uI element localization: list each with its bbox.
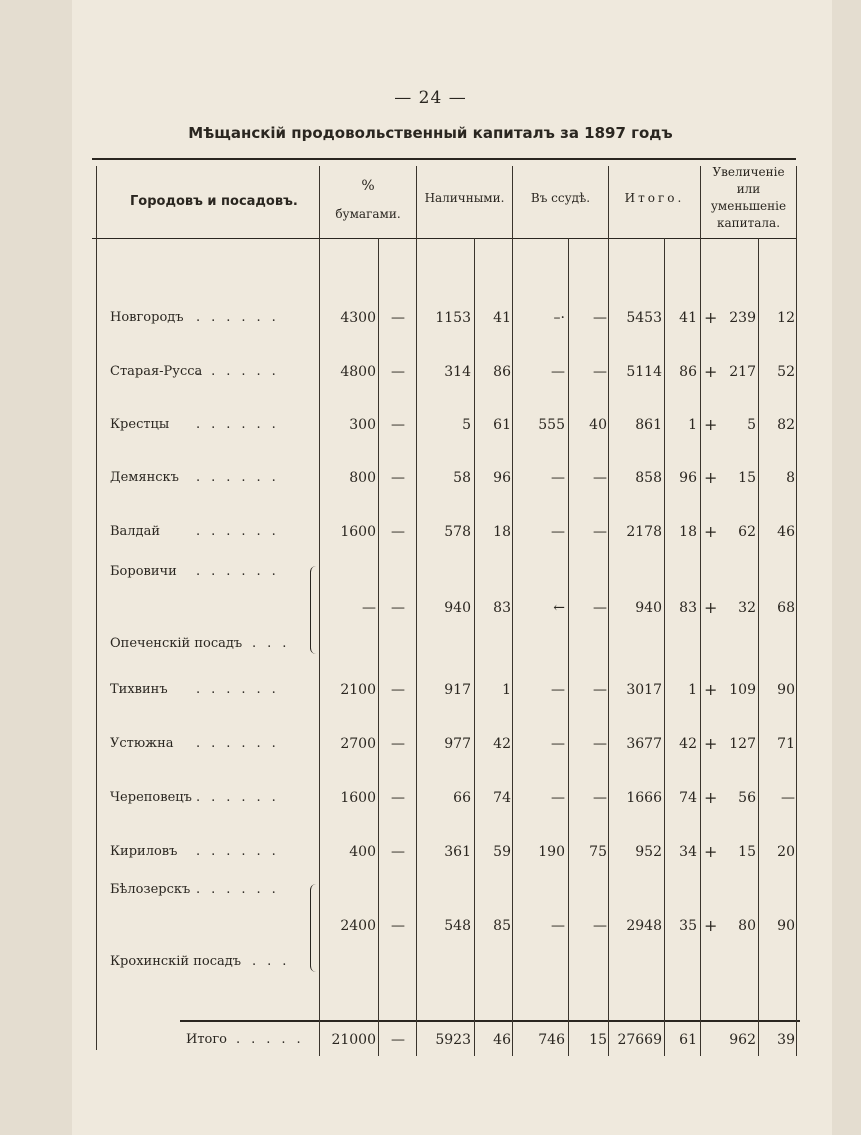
row-total-k: 42 — [679, 736, 697, 752]
row-change-r: 56 — [738, 790, 756, 806]
row-cash-r: 66 — [453, 790, 471, 806]
header-change-1: Увеличеніе — [712, 165, 785, 179]
table-row — [0, 682, 861, 706]
row-total-r: 2178 — [626, 524, 662, 540]
row-papers: 800 — [349, 470, 376, 486]
row-change-r: 109 — [729, 682, 756, 698]
row-cash-k: 59 — [493, 844, 511, 860]
row-loan-k: — — [593, 736, 607, 752]
row-loan-r: 555 — [538, 417, 565, 433]
row-leader-dots: ...... — [196, 736, 287, 751]
row-loan-r: — — [551, 790, 565, 806]
row-town-name: Демянскъ — [110, 470, 179, 485]
row-loan-k: — — [593, 682, 607, 698]
row-papers: 2100 — [340, 682, 376, 698]
row-papers-k: — — [391, 736, 405, 752]
row-change-sign: + — [704, 468, 718, 487]
row-total-k: 35 — [679, 918, 697, 934]
row-town-name: Тихвинъ — [110, 682, 168, 697]
row-change-r: 15 — [738, 470, 756, 486]
header-change-3: уменьшеніе — [710, 199, 787, 213]
row-papers-k: — — [391, 417, 405, 433]
row-total-k: 1 — [688, 417, 697, 433]
row-papers-k: — — [391, 470, 405, 486]
row-leader-dots: ...... — [196, 882, 287, 897]
row-change-sign: + — [704, 680, 718, 699]
row-total-r: 1666 — [626, 790, 662, 806]
row-loan-k: — — [593, 524, 607, 540]
row-papers: 1600 — [340, 524, 376, 540]
row-change-k: 8 — [786, 470, 795, 486]
row-town-name: Кириловъ — [110, 844, 178, 859]
row-cash-k: 96 — [493, 470, 511, 486]
row-cash-r: 361 — [444, 844, 471, 860]
row-change-r: 32 — [738, 600, 756, 616]
header-change-4: капитала. — [716, 216, 781, 230]
row-loan-k: — — [593, 364, 607, 380]
row-town-name: Валдай — [110, 524, 160, 539]
row-loan-r: — — [551, 470, 565, 486]
row-leader-dots: ... — [252, 636, 298, 651]
row-change-r: 5 — [747, 417, 756, 433]
row-change-sign: + — [704, 308, 718, 327]
header-loans: Въ ссудѣ. — [530, 191, 591, 205]
row-total-r: 5453 — [626, 310, 662, 326]
header-cash: Наличными. — [424, 191, 505, 205]
row-loan-r: ← — [553, 600, 565, 616]
row-leader-dots: ...... — [196, 470, 287, 485]
row-change-r: 15 — [738, 844, 756, 860]
row-total-r: 952 — [635, 844, 662, 860]
table-row — [0, 844, 861, 868]
totals-label: Итого — [186, 1032, 227, 1047]
row-loan-k: — — [593, 790, 607, 806]
row-change-k: 52 — [777, 364, 795, 380]
row-total-r: 940 — [635, 600, 662, 616]
totals-cash-r: 5923 — [435, 1032, 471, 1048]
row-change-sign: + — [704, 842, 718, 861]
row-leader-dots: ...... — [196, 364, 287, 379]
row-town-name: Череповецъ — [110, 790, 192, 805]
row-cash-k: 61 — [493, 417, 511, 433]
row-cash-k: 18 — [493, 524, 511, 540]
row-papers: 4300 — [340, 310, 376, 326]
row-loan-r: — — [551, 364, 565, 380]
row-papers-k: — — [391, 790, 405, 806]
row-total-r: 5114 — [626, 364, 662, 380]
row-change-k: 71 — [777, 736, 795, 752]
row-brace — [310, 566, 319, 654]
totals-loan-k: 15 — [589, 1032, 607, 1048]
row-papers-k: — — [391, 844, 405, 860]
row-total-r: 3017 — [626, 682, 662, 698]
row-leader-dots: ...... — [196, 682, 287, 697]
table-row — [0, 470, 861, 494]
row-town-name: Крестцы — [110, 417, 170, 432]
table-row — [0, 790, 861, 814]
row-town-name: Устюжна — [110, 736, 174, 751]
row-papers: 2400 — [340, 918, 376, 934]
table-row — [0, 310, 861, 334]
row-leader-dots: ... — [252, 954, 298, 969]
row-cash-k: 83 — [493, 600, 511, 616]
row-cash-k: 85 — [493, 918, 511, 934]
totals-row — [0, 1032, 861, 1056]
row-papers: — — [362, 600, 376, 616]
row-town-name: Бѣлозерскъ — [110, 882, 191, 897]
row-loan-k: — — [593, 600, 607, 616]
row-total-k: 86 — [679, 364, 697, 380]
row-loan-k: — — [593, 470, 607, 486]
row-town-name: Старая-Русса — [110, 364, 203, 379]
row-total-k: 96 — [679, 470, 697, 486]
row-town-name: Боровичи — [110, 564, 177, 579]
row-cash-k: 1 — [502, 682, 511, 698]
table-row — [0, 364, 861, 388]
row-cash-r: 5 — [462, 417, 471, 433]
row-change-k: 82 — [777, 417, 795, 433]
row-papers-k: — — [391, 918, 405, 934]
row-loan-r: –· — [553, 310, 565, 326]
row-total-k: 34 — [679, 844, 697, 860]
row-leader-dots: ...... — [196, 790, 287, 805]
totals-change-k: 39 — [777, 1032, 795, 1048]
row-change-r: 217 — [729, 364, 756, 380]
table-row — [0, 417, 861, 441]
row-papers-k: — — [391, 682, 405, 698]
row-change-r: 239 — [729, 310, 756, 326]
row-cash-r: 917 — [444, 682, 471, 698]
row-total-k: 18 — [679, 524, 697, 540]
row-total-k: 1 — [688, 682, 697, 698]
totals-cash-k: 46 — [493, 1032, 511, 1048]
row-papers: 300 — [349, 417, 376, 433]
table-row — [0, 882, 861, 969]
header-papers-pct: % — [361, 178, 375, 194]
row-leader-dots: ...... — [196, 564, 287, 579]
row-leader-dots: ...... — [196, 844, 287, 859]
totals-dots: ..... — [236, 1032, 312, 1047]
row-total-r: 2948 — [626, 918, 662, 934]
row-cash-r: 314 — [444, 364, 471, 380]
row-change-sign: + — [704, 598, 718, 617]
row-cash-r: 548 — [444, 918, 471, 934]
row-town-name: Новгородъ — [110, 310, 184, 325]
totals-total-r: 27669 — [617, 1032, 662, 1048]
header-papers: бумагами. — [335, 207, 401, 221]
totals-total-k: 61 — [679, 1032, 697, 1048]
header-top-rule — [92, 158, 796, 160]
table-row — [0, 524, 861, 548]
row-total-r: 861 — [635, 417, 662, 433]
row-change-sign: + — [704, 362, 718, 381]
row-papers: 2700 — [340, 736, 376, 752]
row-cash-r: 578 — [444, 524, 471, 540]
row-total-r: 3677 — [626, 736, 662, 752]
row-total-r: 858 — [635, 470, 662, 486]
row-cash-k: 86 — [493, 364, 511, 380]
row-brace — [310, 884, 319, 972]
row-change-k: — — [781, 790, 795, 806]
row-change-k: 46 — [777, 524, 795, 540]
row-total-k: 83 — [679, 600, 697, 616]
row-papers-k: — — [391, 600, 405, 616]
header-total: Итого. — [624, 191, 685, 205]
row-cash-k: 41 — [493, 310, 511, 326]
row-cash-r: 977 — [444, 736, 471, 752]
row-cash-k: 74 — [493, 790, 511, 806]
row-papers-k: — — [391, 310, 405, 326]
header-towns: Городовъ и посадовъ. — [130, 194, 298, 209]
totals-papers-k: — — [391, 1032, 405, 1048]
row-town-name-second: Крохинскій посадъ — [110, 954, 242, 969]
row-change-r: 127 — [729, 736, 756, 752]
row-leader-dots: ...... — [196, 417, 287, 432]
row-loan-k: 40 — [589, 417, 607, 433]
row-loan-r: 190 — [538, 844, 565, 860]
row-loan-r: — — [551, 682, 565, 698]
row-total-k: 74 — [679, 790, 697, 806]
row-change-k: 20 — [777, 844, 795, 860]
row-change-k: 90 — [777, 682, 795, 698]
table-row — [0, 564, 861, 651]
row-cash-r: 940 — [444, 600, 471, 616]
row-loan-r: — — [551, 524, 565, 540]
row-papers: 4800 — [340, 364, 376, 380]
row-cash-r: 1153 — [435, 310, 471, 326]
row-change-k: 68 — [777, 600, 795, 616]
row-change-sign: + — [704, 415, 718, 434]
row-leader-dots: ...... — [196, 310, 287, 325]
row-loan-k: 75 — [589, 844, 607, 860]
row-papers: 400 — [349, 844, 376, 860]
row-change-k: 12 — [777, 310, 795, 326]
row-loan-r: — — [551, 918, 565, 934]
header-change-2: или — [736, 182, 761, 196]
row-town-name-second: Опеченскій посадъ — [110, 636, 243, 651]
totals-change-r: 962 — [729, 1032, 756, 1048]
row-papers-k: — — [391, 364, 405, 380]
totals-loan-r: 746 — [538, 1032, 565, 1048]
row-cash-k: 42 — [493, 736, 511, 752]
table-row — [0, 736, 861, 760]
row-change-r: 80 — [738, 918, 756, 934]
row-papers: 1600 — [340, 790, 376, 806]
row-change-r: 62 — [738, 524, 756, 540]
row-change-sign: + — [704, 916, 718, 935]
row-change-k: 90 — [777, 918, 795, 934]
row-loan-k: — — [593, 918, 607, 934]
row-loan-r: — — [551, 736, 565, 752]
page-title: Мѣщанскій продовольственный капиталъ за 1897 годъ — [188, 124, 673, 142]
row-cash-r: 58 — [453, 470, 471, 486]
header-bottom-rule — [92, 238, 796, 239]
row-papers-k: — — [391, 524, 405, 540]
row-change-sign: + — [704, 734, 718, 753]
row-change-sign: + — [704, 522, 718, 541]
page-number: — 24 — — [394, 88, 467, 108]
row-loan-k: — — [593, 310, 607, 326]
totals-papers: 21000 — [331, 1032, 376, 1048]
totals-top-rule — [180, 1020, 800, 1022]
row-leader-dots: ...... — [196, 524, 287, 539]
row-total-k: 41 — [679, 310, 697, 326]
row-change-sign: + — [704, 788, 718, 807]
